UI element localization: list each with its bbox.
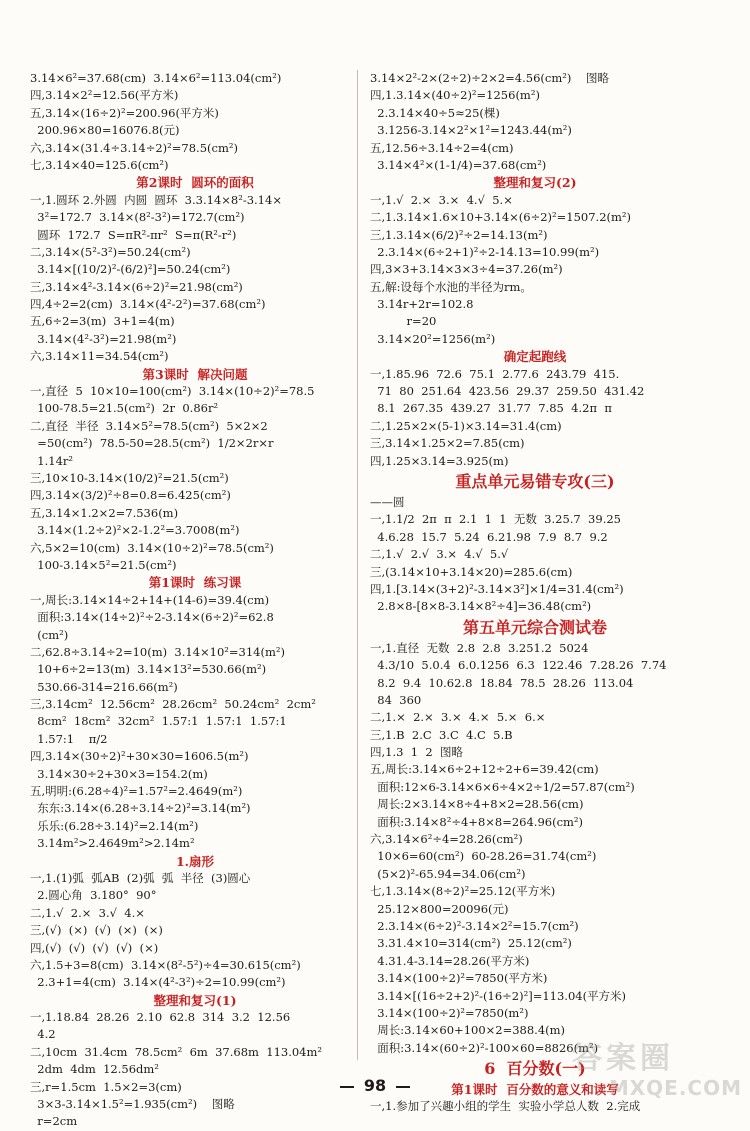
answer-line: 东东:3.14×(6.28÷3.14÷2)²=3.14(m²)	[30, 801, 251, 816]
answer-line: 3.1256-3.14×2²×1²=1243.44(m²)	[370, 123, 572, 138]
answer-line: 3.14×20²=1256(m²)	[370, 331, 496, 346]
answer-line: 六,1.5+3=8(cm) 3.14×(8²-5²)÷4=30.615(cm²)	[30, 957, 301, 972]
answer-line: 四,1.3.14×(40÷2)²=1256(m²)	[370, 88, 540, 103]
answer-line: 三,r=1.5cm 1.5×2=3(cm)	[30, 1079, 182, 1094]
answer-line: 一,1.√ 2.× 3.× 4.√ 5.×	[370, 192, 513, 207]
answer-line: 4.6.28 15.7 5.24 6.21.98 7.9 8.7 9.2	[370, 529, 608, 544]
answer-line: 周长:2×3.14×8÷4+8×2=28.56(cm)	[370, 797, 584, 812]
answer-line: 2.3+1=4(cm) 3.14×(4²-3²)÷2=10.99(cm²)	[30, 975, 286, 990]
answer-line: r=2cm	[30, 1114, 78, 1129]
section-heading: 重点单元易错专攻(三)	[455, 471, 615, 491]
answer-line: 3.14×(4²-3²)=21.98(m²)	[30, 331, 177, 346]
answer-line: 3.14×30÷2+30×3=154.2(m)	[30, 766, 208, 781]
answer-line: 四,3×3+3.14×3×3÷4=37.26(m²)	[370, 262, 563, 277]
section-heading: 第1课时 百分数的意义和读写	[451, 1082, 619, 1098]
answer-line: 一,1.18.84 28.26 2.10 62.8 314 3.2 12.56	[30, 1010, 291, 1025]
answer-line: 五,明明:(6.28÷4)²=1.57²=2.4649(m²)	[30, 784, 243, 799]
answer-line: 三,1.3.14×(6/2)²÷2=14.13(m²)	[370, 227, 548, 242]
answer-line: 四,3.14×2²=12.56(平方米)	[30, 88, 179, 103]
left-column	[30, 70, 360, 1131]
answer-line: 一,1.参加了兴趣小组的学生 实验小学总人数 2.完成	[370, 1099, 641, 1114]
answer-line: 2.8×8-[8×8-3.14×8²÷4]=36.48(cm²)	[370, 599, 592, 614]
answer-line: 二,1.× 2.× 3.× 4.× 5.× 6.×	[370, 710, 546, 725]
answer-line: 七,1.3.14×(8÷2)²=25.12(平方米)	[370, 884, 556, 899]
answer-line: 3.14×(100÷2)²=7850(平方米)	[370, 971, 548, 986]
answer-line: 4.2	[30, 1027, 56, 1042]
answer-line: 3.31.4×10=314(cm²) 25.12(cm²)	[370, 936, 572, 951]
answer-line: (5×2)²-65.94=34.06(cm²)	[370, 866, 526, 881]
answer-line: 8.1 267.35 439.27 31.77 7.85 4.2π π	[370, 401, 612, 416]
answer-line: 71 80 251.64 423.56 29.37 259.50 431.42	[370, 384, 645, 399]
answer-line: 三,3.14×4²-3.14×(6÷2)²=21.98(cm²)	[30, 279, 243, 294]
section-heading: 确定起跑线	[503, 349, 567, 365]
answer-line: 面积:3.14×8²÷4+8×8=264.96(cm²)	[370, 814, 584, 829]
answer-line: 二,3.14×(5²-3²)=50.24(cm²)	[30, 244, 191, 259]
answer-line: 五,周长:3.14×6÷2+12÷2+6=39.42(cm)	[370, 762, 599, 777]
answer-line: 周长:3.14×60+100×2=388.4(m)	[370, 1023, 566, 1038]
answer-line: 3.14×[(10/2)²-(6/2)²]=50.24(cm²)	[30, 262, 231, 277]
section-heading: 6 百分数(一)	[484, 1059, 586, 1079]
answer-line: 六,3.14×11=34.54(cm²)	[30, 349, 169, 364]
answer-line: 25.12×800=20096(元)	[370, 901, 509, 916]
answer-line: 84 360	[370, 692, 422, 707]
answer-line: 3.14×2²-2×(2÷2)÷2×2=4.56(cm²) 图略	[370, 71, 609, 85]
answer-line: 面积:3.14×(60÷2)²-100×60=8826(m²)	[370, 1040, 599, 1055]
page-number: 98	[363, 1076, 387, 1095]
answer-line: 8cm² 18cm² 32cm² 1.57:1 1.57:1 1.57:1	[30, 714, 287, 729]
section-heading: 第五单元综合测试卷	[462, 617, 607, 637]
answer-line: 二,62.8÷3.14÷2=10(m) 3.14×10²=314(m²)	[30, 644, 285, 659]
section-heading: ——圆	[370, 494, 405, 509]
answer-line: 四,3.14×(30÷2)²+30×30=1606.5(m²)	[30, 749, 249, 764]
answer-line: 2.3.14×40÷5≈25(棵)	[370, 105, 500, 120]
answer-line: 2dm 4dm 12.56dm²	[30, 1062, 159, 1077]
answer-line: 二,1.√ 2.√ 3.× 4.√ 5.√	[370, 547, 509, 562]
answer-line: 二,10cm 31.4cm 78.5cm² 6m 37.68m 113.04m²	[30, 1044, 323, 1059]
answer-line: 四,(√) (√) (√) (√) (×)	[30, 940, 159, 955]
answer-line: 五,3.14×1.2×2=7.536(m)	[30, 505, 179, 520]
answer-line: 2.3.14×(6÷2+1)²÷2-14.13=10.99(m²)	[370, 244, 600, 259]
answer-line: 四,1.25×3.14=3.925(m)	[370, 453, 509, 468]
watermark-url: MXQE.COM	[608, 1076, 742, 1100]
answer-line: 五,6÷2=3(m) 3+1=4(m)	[30, 314, 175, 329]
answer-line: 一,1.直径 无数 2.8 2.8 3.251.2 5024	[370, 640, 589, 655]
answer-line: 3.14×6²=37.68(cm) 3.14×6²=113.04(cm²)	[30, 71, 282, 85]
answer-line: 530.66-314=216.66(m²)	[30, 679, 178, 694]
answer-line: 8.2 9.4 10.62.8 18.84 78.5 28.26 113.04	[370, 675, 634, 690]
answer-line: 乐乐:(6.28÷3.14)²=2.14(m²)	[30, 818, 199, 833]
watermark-title: 答案圈	[572, 1041, 674, 1076]
section-heading: 第2课时 圆环的面积	[136, 175, 254, 191]
answer-line: 100-3.14×5²=21.5(cm²)	[30, 557, 177, 572]
answer-line: 六,5×2=10(cm) 3.14×(10÷2)²=78.5(cm²)	[30, 540, 274, 555]
answer-line: 五,12.56÷3.14÷2=4(cm)	[370, 140, 514, 155]
answer-line: 三,(3.14×10+3.14×20)=285.6(cm)	[370, 564, 573, 579]
answer-line: 2.3.14×(6÷2)²-3.14×2²=15.7(cm²)	[370, 918, 579, 933]
answer-line: 3.14×(1.2÷2)²×2-1.2²=3.7008(m²)	[30, 523, 240, 538]
answer-line: 2.圆心角 3.180° 90°	[30, 888, 157, 903]
answer-line: 一,1.85.96 72.6 75.1 2.77.6 243.79 415.	[370, 366, 620, 381]
answer-line: 3.14m²>2.4649m²>2.14m²	[30, 836, 195, 851]
answer-line: 三,(√) (×) (√) (×) (×)	[30, 923, 163, 938]
right-column	[370, 70, 700, 1116]
answer-line: 三,10×10-3.14×(10/2)²=21.5(cm²)	[30, 470, 229, 485]
answer-line: 一,周长:3.14×14÷2+14+(14-6)=39.4(cm)	[30, 592, 270, 607]
answer-line: 四,3.14×(3/2)²÷8=0.8=6.425(cm²)	[30, 488, 231, 503]
answer-line: 3.14×[(16÷2+2)²-(16÷2)²]=113.04(平方米)	[370, 988, 627, 1003]
section-heading: 第3课时 解决问题	[142, 366, 248, 382]
answer-line: 1.14r²	[30, 453, 74, 468]
section-heading: 1.扇形	[175, 853, 215, 869]
answer-line: 三,3.14cm² 12.56cm² 28.26cm² 50.24cm² 2cm²	[30, 697, 316, 712]
answer-line: 3.14×(100÷2)²=7850(m²)	[370, 1005, 529, 1020]
answer-line: 四,4÷2=2(cm) 3.14×(4²-2²)=37.68(cm²)	[30, 297, 266, 312]
answer-line: 3.14×4²×(1-1/4)=37.68(cm²)	[370, 157, 547, 172]
answer-line: 四,1.[3.14×(3+2)²-3.14×3²]×1/4=31.4(cm²)	[370, 581, 624, 596]
answer-line: 一,1.1/2 2π π 2.1 1 1 无数 3.25.7 39.25	[370, 512, 621, 527]
answer-line: 面积:3.14×(14÷2)²÷2-3.14×(6÷2)²=62.8	[30, 610, 274, 625]
answer-line: 一,直径 5 10×10=100(cm²) 3.14×(10÷2)²=78.5	[30, 384, 315, 399]
answer-line: =50(cm²) 78.5-50=28.5(cm²) 1/2×2r×r	[30, 436, 274, 451]
answer-line: 五,3.14×(16÷2)²=200.96(平方米)	[30, 105, 219, 120]
answer-line: 100-78.5=21.5(cm²) 2r 0.86r²	[30, 401, 219, 416]
answer-line: 六,3.14×(31.4÷3.14÷2)²=78.5(cm²)	[30, 140, 238, 155]
answer-line: 二,1.25×2×(5-1)×3.14=31.4(cm)	[370, 418, 562, 433]
answer-line: 五,解:设每个水池的半径为rm。	[370, 279, 532, 294]
answer-line: 二,直径 半径 3.14×5²=78.5(cm²) 5×2×2	[30, 418, 268, 433]
answer-line: 三,3.14×1.25×2=7.85(cm)	[370, 436, 525, 451]
answer-line: 3×3-3.14×1.5²=1.935(cm²) 图略	[30, 1097, 235, 1112]
answer-line: 四,1.3 1 2 图略	[370, 745, 464, 760]
section-heading: 整理和复习(2)	[493, 175, 577, 191]
answer-line: 1.57:1 π/2	[30, 731, 108, 746]
answer-line: 4.31.4-3.14=28.26(平方米)	[370, 953, 530, 968]
answer-line: 六,3.14×6²÷4=28.26(cm²)	[370, 832, 523, 847]
answer-line: 3.14r+2r=102.8	[370, 297, 474, 312]
section-heading: 第1课时 练习课	[148, 575, 242, 591]
answer-line: 10×6=60(cm²) 60-28.26=31.74(cm²)	[370, 849, 597, 864]
watermark-logo	[572, 1041, 742, 1105]
answer-line: 一,1.(1)弧 弧AB (2)弧 弧 半径 (3)圆心	[30, 870, 251, 885]
answer-line: 200.96×80=16076.8(元)	[30, 123, 180, 138]
answer-line: (cm²)	[30, 627, 69, 642]
answer-line: 三,1.B 2.C 3.C 4.C 5.B	[370, 727, 513, 742]
answer-line: 七,3.14×40=125.6(cm²)	[30, 157, 169, 172]
column-divider	[357, 70, 358, 1060]
answer-line: 一,1.圆环 2.外圆 内圆 圆环 3.3.14×8²-3.14×	[30, 192, 282, 207]
answer-line: 二,1.√ 2.× 3.√ 4.×	[30, 905, 145, 920]
answer-line: 二,1.3.14×1.6×10+3.14×(6÷2)²=1507.2(m²)	[370, 210, 632, 225]
section-heading: 整理和复习(1)	[153, 992, 237, 1008]
answer-line: 10+6÷2=13(m) 3.14×13²=530.66(m²)	[30, 662, 267, 677]
answer-line: 4.3/10 5.0.4 6.0.1256 6.3 122.46 7.28.26 7.74	[370, 658, 667, 673]
answer-line: 3²=172.7 3.14×(8²-3²)=172.7(cm²)	[30, 210, 245, 225]
answer-line: 圆环 172.7 S=πR²-πr² S=π(R²-r²)	[30, 227, 237, 242]
answer-line: 面积:12×6-3.14×6×6÷4×2÷1/2=57.87(cm²)	[370, 779, 635, 794]
answer-line: r=20	[370, 314, 437, 329]
